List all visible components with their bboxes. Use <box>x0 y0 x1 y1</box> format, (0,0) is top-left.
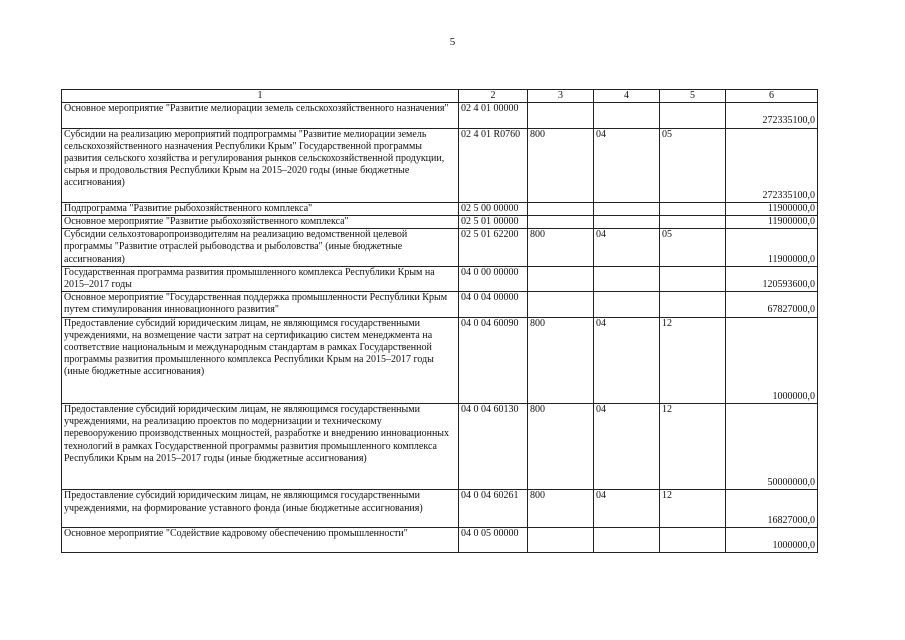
table-row <box>62 490 818 528</box>
row-subsection-cell <box>660 527 726 552</box>
row-code-cell: 02 4 01 00000 <box>459 103 528 128</box>
table-row <box>62 215 818 228</box>
row-expense-type-cell: 800 <box>528 404 594 490</box>
row-name-cell: Основное мероприятие "Развитие рыбохозяйственного комплекса" <box>62 215 459 228</box>
row-name-cell: Субсидии на реализацию мероприятий подпрограммы "Развитие мелиорации земель сельскохозяйственного назначения Республики Крым" Государственной программы развития сельского хозяйства и регулирования рынков сельскохозяйственной продукции, сырья и продовольствия Республики Крым на 2015–2020 годы (иные бюджетные ассигнования) <box>62 128 459 202</box>
table-row <box>62 229 818 267</box>
row-expense-type-cell <box>528 215 594 228</box>
table-row <box>62 266 818 291</box>
row-section-cell: 04 <box>594 490 660 528</box>
row-expense-type-cell <box>528 292 594 317</box>
row-subsection-cell: 05 <box>660 229 726 267</box>
row-subsection-cell <box>660 202 726 215</box>
row-section-cell <box>594 215 660 228</box>
row-section-cell: 04 <box>594 128 660 202</box>
row-name-cell: Подпрограмма "Развитие рыбохозяйственного комплекса" <box>62 202 459 215</box>
row-section-cell <box>594 527 660 552</box>
header-cell-6: 6 <box>726 90 818 103</box>
row-expense-type-cell <box>528 103 594 128</box>
row-code-cell: 04 0 04 00000 <box>459 292 528 317</box>
row-code-cell: 04 0 00 00000 <box>459 266 528 291</box>
row-name-cell: Предоставление субсидий юридическим лицам, не являющимся государственными учреждениями, на реализацию проектов по модернизации и техническому перевооружению производственных мощностей, разработке и внедрению инновационных технологий в рамках Государственной программы развития промышленного комплекса Республики Крым на 2015–2017 годы (иные бюджетные ассигнования) <box>62 404 459 490</box>
row-expense-type-cell: 800 <box>528 490 594 528</box>
row-amount-cell: 16827000,0 <box>726 490 818 528</box>
table-row <box>62 404 818 490</box>
row-section-cell <box>594 103 660 128</box>
row-amount-cell: 120593600,0 <box>726 266 818 291</box>
row-name-cell: Субсидии сельхозтоваропроизводителям на реализацию ведомственной целевой программы "Развитие отраслей рыбоводства и рыболовства" (иные бюджетные ассигнования) <box>62 229 459 267</box>
row-subsection-cell: 12 <box>660 490 726 528</box>
header-row <box>62 90 818 103</box>
table-row <box>62 103 818 128</box>
row-expense-type-cell: 800 <box>528 128 594 202</box>
table-row <box>62 317 818 403</box>
header-cell-4: 4 <box>594 90 660 103</box>
row-section-cell <box>594 266 660 291</box>
table-row <box>62 202 818 215</box>
row-amount-cell: 11900000,0 <box>726 202 818 215</box>
row-name-cell: Предоставление субсидий юридическим лицам, не являющимся государственными учреждениями, на формирование уставного фонда (иные бюджетные ассигнования) <box>62 490 459 528</box>
row-amount-cell: 272335100,0 <box>726 128 818 202</box>
row-amount-cell: 1000000,0 <box>726 317 818 403</box>
row-subsection-cell: 05 <box>660 128 726 202</box>
row-section-cell: 04 <box>594 317 660 403</box>
row-name-cell: Основное мероприятие "Содействие кадровому обеспечению промышленности" <box>62 527 459 552</box>
row-subsection-cell <box>660 215 726 228</box>
row-expense-type-cell <box>528 527 594 552</box>
row-amount-cell: 272335100,0 <box>726 103 818 128</box>
row-section-cell: 04 <box>594 404 660 490</box>
row-section-cell <box>594 292 660 317</box>
row-name-cell: Предоставление субсидий юридическим лицам, не являющимся государственными учреждениями, на возмещение части затрат на сертификацию систем менеджмента на соответствие национальным и международным стандартам в рамках Государственной программы развития промышленного комплекса Республики Крым на 2015–2017 годы (иные бюджетные ассигнования) <box>62 317 459 403</box>
row-section-cell: 04 <box>594 229 660 267</box>
header-cell-1: 1 <box>62 90 459 103</box>
row-expense-type-cell <box>528 202 594 215</box>
row-expense-type-cell: 800 <box>528 317 594 403</box>
row-code-cell: 02 5 01 62200 <box>459 229 528 267</box>
row-subsection-cell <box>660 292 726 317</box>
row-code-cell: 04 0 04 60261 <box>459 490 528 528</box>
table-row <box>62 128 818 202</box>
row-code-cell: 04 0 05 00000 <box>459 527 528 552</box>
row-amount-cell: 11900000,0 <box>726 229 818 267</box>
page-number: 5 <box>449 36 456 48</box>
row-expense-type-cell <box>528 266 594 291</box>
row-subsection-cell <box>660 266 726 291</box>
table-row <box>62 292 818 317</box>
row-name-cell: Основное мероприятие "Государственная поддержка промышленности Республики Крым путем стимулирования инновационного развития" <box>62 292 459 317</box>
row-code-cell: 04 0 04 60090 <box>459 317 528 403</box>
row-expense-type-cell: 800 <box>528 229 594 267</box>
row-amount-cell: 1000000,0 <box>726 527 818 552</box>
row-subsection-cell: 12 <box>660 317 726 403</box>
table-row <box>62 527 818 552</box>
budget-table <box>61 89 818 553</box>
row-amount-cell: 11900000,0 <box>726 215 818 228</box>
header-cell-2: 2 <box>459 90 528 103</box>
row-subsection-cell: 12 <box>660 404 726 490</box>
header-cell-3: 3 <box>528 90 594 103</box>
header-cell-5: 5 <box>660 90 726 103</box>
row-subsection-cell <box>660 103 726 128</box>
row-code-cell: 02 4 01 R0760 <box>459 128 528 202</box>
row-section-cell <box>594 202 660 215</box>
row-name-cell: Государственная программа развития промышленного комплекса Республики Крым на 2015–2017 годы <box>62 266 459 291</box>
row-code-cell: 02 5 01 00000 <box>459 215 528 228</box>
row-amount-cell: 50000000,0 <box>726 404 818 490</box>
row-code-cell: 02 5 00 00000 <box>459 202 528 215</box>
row-amount-cell: 67827000,0 <box>726 292 818 317</box>
row-name-cell: Основное мероприятие "Развитие мелиорации земель сельскохозяйственного назначения" <box>62 103 459 128</box>
row-code-cell: 04 0 04 60130 <box>459 404 528 490</box>
